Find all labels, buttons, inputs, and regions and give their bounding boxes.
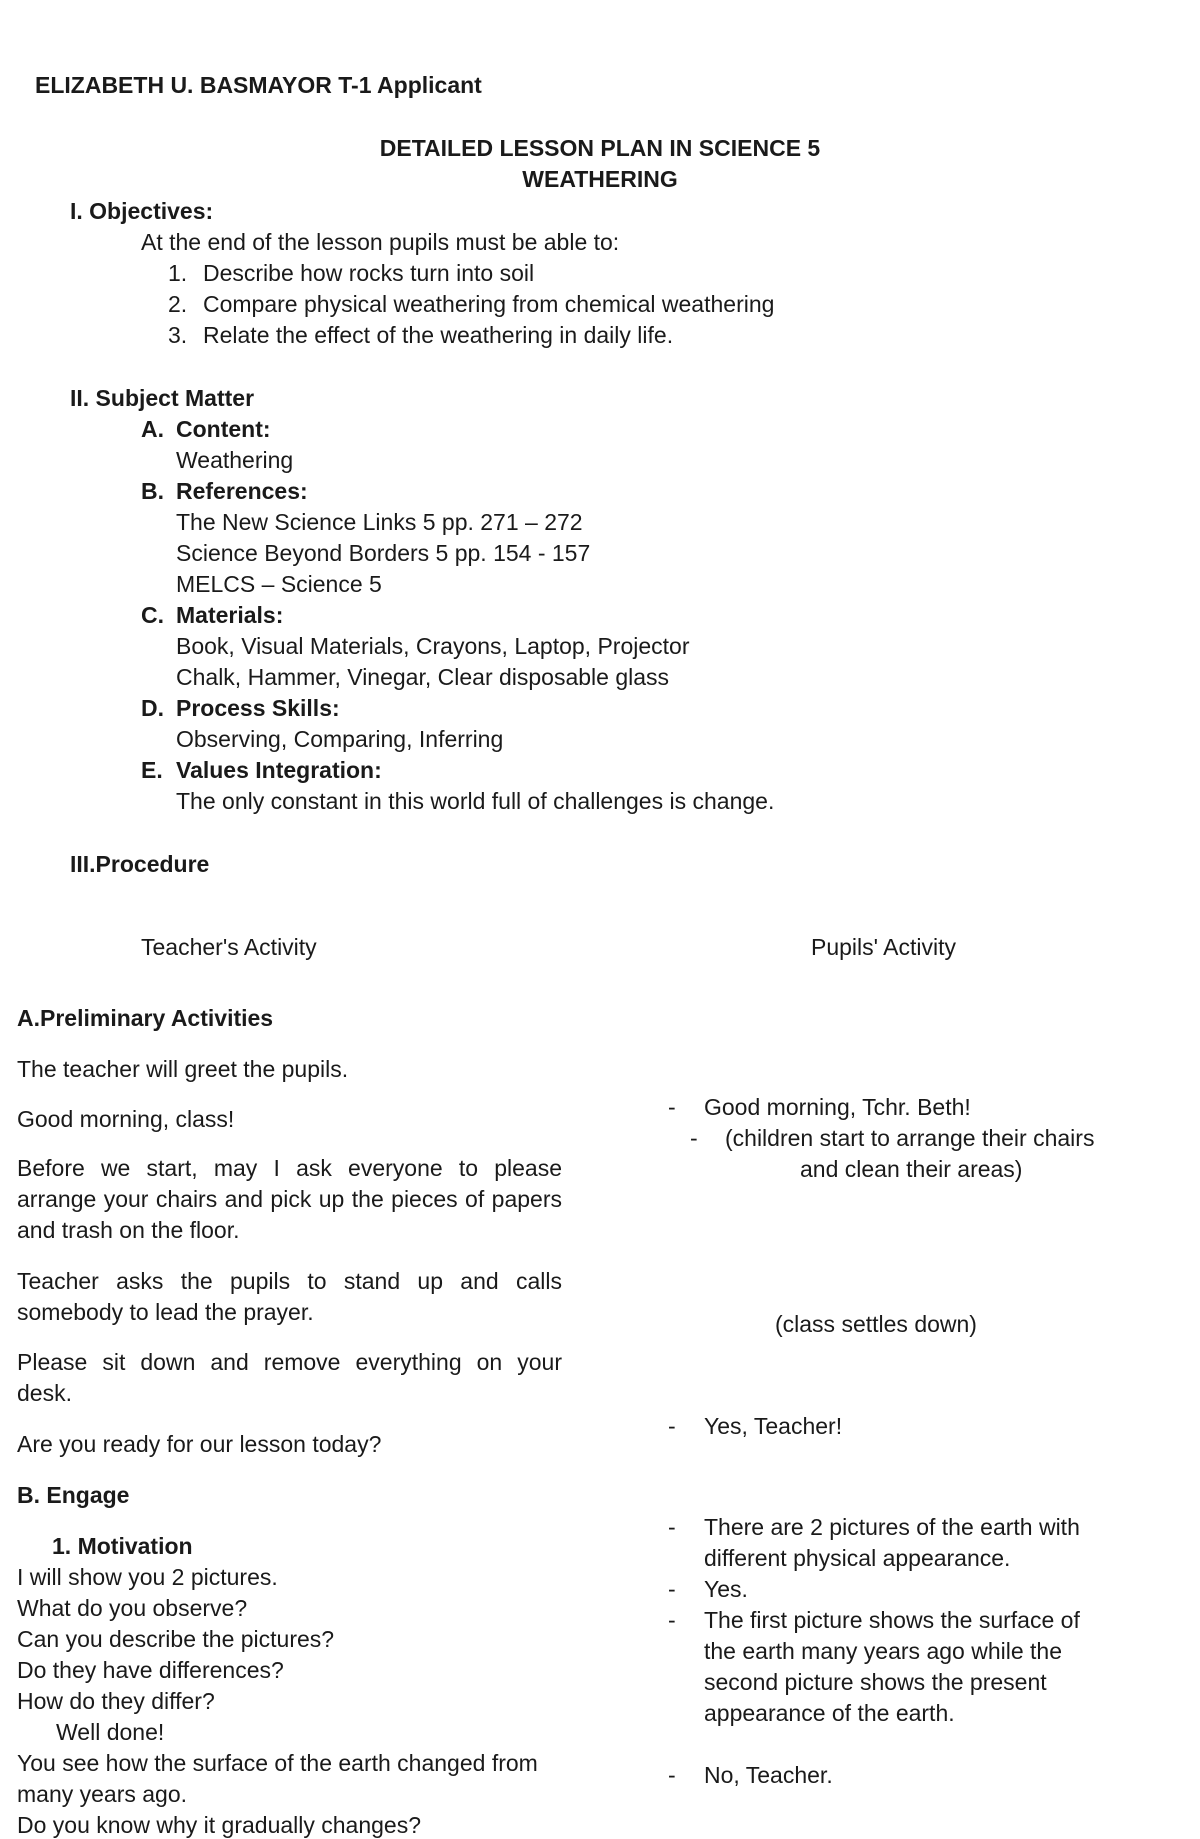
motivation-praise: Well done! (56, 1719, 165, 1745)
document-title: DETAILED LESSON PLAN IN SCIENCE 5 (379, 135, 821, 161)
subject-matter-heading: II. Subject Matter (70, 385, 255, 411)
pupils-greeting-reply: Good morning, Tchr. Beth! (704, 1094, 971, 1120)
objectives-heading: I. Objectives: (70, 198, 214, 224)
engage-heading: B. Engage (17, 1482, 130, 1508)
section-letter: A. (141, 416, 164, 442)
bullet-dash: - (668, 1607, 676, 1633)
motivation-line: What do you observe? (17, 1595, 248, 1621)
teacher-greeting: Good morning, class! (17, 1106, 235, 1132)
list-item-number: 1. (168, 260, 188, 286)
bullet-dash: - (668, 1413, 676, 1439)
applicant-name: ELIZABETH U. BASMAYOR T-1 Applicant (35, 72, 482, 98)
teacher-prayer-instruction: Teacher asks the pupils to stand up and calls somebody to lead the prayer. (17, 1268, 562, 1325)
section-letter: C. (141, 602, 164, 628)
content-value: Weathering (176, 447, 294, 473)
teacher-column-header: Teacher's Activity (141, 934, 317, 960)
section-label-materials: Materials: (176, 602, 284, 628)
list-item-number: 3. (168, 322, 188, 348)
materials-item: Chalk, Hammer, Vinegar, Clear disposable glass (176, 664, 670, 690)
teacher-greet-intro: The teacher will greet the pupils. (17, 1056, 349, 1082)
list-item: Describe how rocks turn into soil (203, 260, 535, 286)
pupils-differ-response-cont: appearance of the earth. (704, 1700, 955, 1726)
bullet-dash: - (668, 1762, 676, 1788)
pupils-settle-response: (class settles down) (775, 1311, 977, 1337)
pupils-observe-response: There are 2 pictures of the earth with (704, 1514, 1080, 1540)
pupils-ready-reply: Yes, Teacher! (704, 1413, 843, 1439)
teacher-ready-question: Are you ready for our lesson today? (17, 1431, 382, 1457)
values-integration-value: The only constant in this world full of challenges is change. (176, 788, 775, 814)
section-label-references: References: (176, 478, 308, 504)
pupils-arrange-response: (children start to arrange their chairs (725, 1125, 1095, 1151)
teacher-arrange-instruction: Before we start, may I ask everyone to please arrange your chairs and pick up the pieces of papers and trash on the floor. (17, 1155, 562, 1243)
motivation-line: You see how the surface of the earth changed from (17, 1750, 538, 1776)
bullet-dash: - (668, 1514, 676, 1540)
motivation-line: How do they differ? (17, 1688, 215, 1714)
list-item: Relate the effect of the weathering in daily life. (203, 322, 674, 348)
document-subtitle: WEATHERING (522, 166, 678, 192)
list-item: Compare physical weathering from chemical weathering (203, 291, 775, 317)
section-letter: B. (141, 478, 164, 504)
section-label-values: Values Integration: (176, 757, 382, 783)
section-label-content: Content: (176, 416, 271, 442)
motivation-line: many years ago. (17, 1781, 188, 1807)
pupils-differ-response-cont: second picture shows the present (704, 1669, 1047, 1695)
motivation-line: I will show you 2 pictures. (17, 1564, 278, 1590)
pupils-column-header: Pupils' Activity (811, 934, 956, 960)
reference-item: Science Beyond Borders 5 pp. 154 - 157 (176, 540, 591, 566)
objectives-intro: At the end of the lesson pupils must be able to: (141, 229, 620, 255)
pupils-differ-response: The first picture shows the surface of (704, 1607, 1080, 1633)
preliminary-heading: A.Preliminary Activities (17, 1005, 274, 1031)
pupils-observe-response-cont: different physical appearance. (704, 1545, 1011, 1571)
pupils-yes-response: Yes. (704, 1576, 748, 1602)
reference-item: MELCS – Science 5 (176, 571, 382, 597)
bullet-dash: - (668, 1094, 676, 1120)
bullet-dash: - (668, 1576, 676, 1602)
motivation-heading: 1. Motivation (52, 1533, 193, 1559)
section-letter: E. (141, 757, 163, 783)
reference-item: The New Science Links 5 pp. 271 – 272 (176, 509, 583, 535)
section-label-process-skills: Process Skills: (176, 695, 340, 721)
pupils-no-response: No, Teacher. (704, 1762, 833, 1788)
motivation-line: Do they have differences? (17, 1657, 284, 1683)
bullet-dash: - (690, 1125, 698, 1151)
materials-item: Book, Visual Materials, Crayons, Laptop, Projector (176, 633, 690, 659)
pupils-arrange-response-cont: and clean their areas) (800, 1156, 1023, 1182)
teacher-sit-instruction: Please sit down and remove everything on your desk. (17, 1349, 562, 1406)
motivation-line: Can you describe the pictures? (17, 1626, 335, 1652)
motivation-line: Do you know why it gradually changes? (17, 1812, 422, 1838)
process-skills-value: Observing, Comparing, Inferring (176, 726, 504, 752)
pupils-differ-response-cont: the earth many years ago while the (704, 1638, 1062, 1664)
section-letter: D. (141, 695, 164, 721)
procedure-heading: III.Procedure (70, 851, 210, 877)
list-item-number: 2. (168, 291, 188, 317)
